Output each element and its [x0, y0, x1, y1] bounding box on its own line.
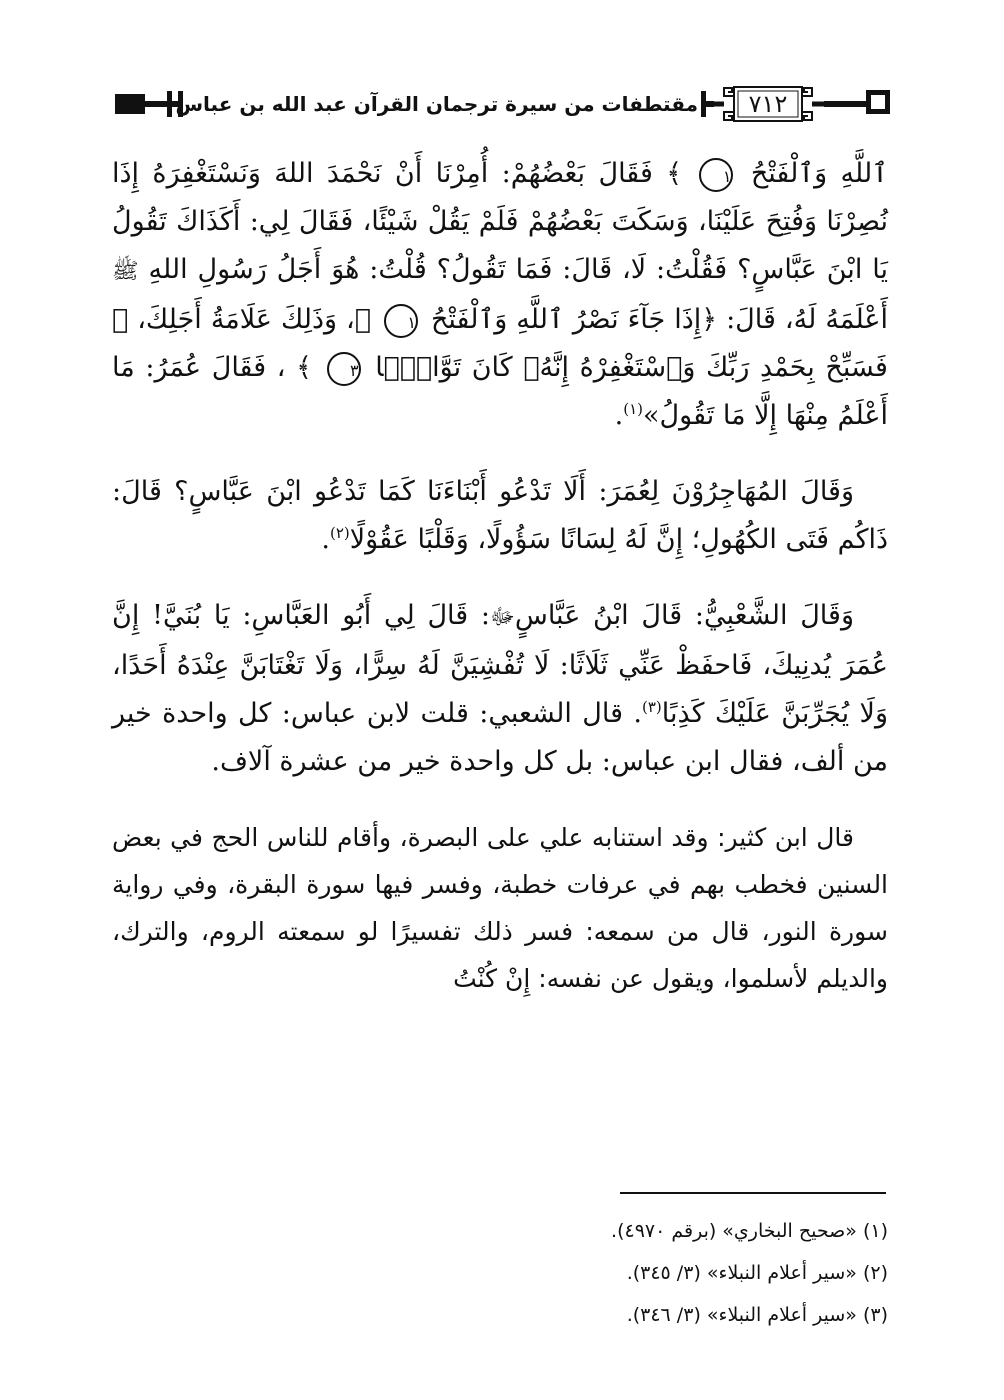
text-line: كَانَ تَوَّابًۢا: [375, 352, 513, 383]
text-line: أَعْلَمَهُ لَهُ، قَالَ: ﴿إِذَا جَآءَ نَصْرُ ٱللَّهِ وَٱلْفَتْحُ: [430, 304, 888, 335]
text-line: قال ابن كثير: وقد استنابه علي على البصرة، وأقام للناس الحج: [211, 823, 854, 852]
page-number-frame: [712, 84, 824, 124]
text-line: في بعض السنين فخطب بهم في عرفات خطبة، وفسر فيها سورة: [112, 823, 889, 899]
running-header: [115, 84, 890, 128]
verse-end-mark: ١: [384, 304, 418, 338]
text-line: إِذَا نُصِرْنَا وَفُتِحَ عَلَيْنَا، وَسَكَتَ بَعْضُهُمْ فَلَمْ يَقُلْ شَيْئًا، فَقَالَ لِي:: [112, 158, 888, 237]
footnote-ref[interactable]: (٢): [330, 524, 350, 542]
footnote-2: [112, 1252, 888, 1294]
footnote-text: «سير أعلام النبلاء» (٣/ ٣٤٦).: [626, 1304, 857, 1326]
footnote-ref[interactable]: (٣): [641, 698, 662, 716]
footnote-3: [112, 1294, 888, 1336]
main-text: [112, 150, 888, 1030]
header-left-ornament: [115, 94, 145, 114]
footnote-text: «صحيح البخاري» (برقم ٤٩٧٠).: [611, 1220, 857, 1242]
verse-end-mark: ١: [699, 158, 733, 192]
text-line: وَقَالَ الشَّعْبِيُّ: قَالَ ابْنُ عَبَّاسٍ: [514, 600, 854, 631]
paragraph-3: [112, 592, 888, 786]
text-line: ﴾ فَقَالَ بَعْضُهُمْ: أُمِرْنَا أَنْ نَحْمَدَ اللهَ وَنَسْتَغْفِرَهُ: [152, 158, 683, 189]
footnote-1: [112, 1210, 888, 1252]
sentence-end: .: [321, 524, 330, 555]
text-line: أَكَذَاكَ تَقُولُ يَا ابْنَ عَبَّاسٍ؟ فَقُلْتُ: لَا، قَالَ: فَمَا تَقُولُ؟ قُلْتُ: هُوَ: [112, 206, 888, 285]
footnote-number: (٣): [862, 1304, 888, 1326]
sentence-end: .: [614, 400, 624, 431]
honorific-symbol: ﷺ: [112, 259, 139, 284]
text-line: ٱللَّهِ وَٱلْفَتْحُ: [750, 158, 888, 189]
paragraph-1: [112, 150, 888, 440]
text-line: : قَالَ لِي أَبُو العَبَّاسِ: يَا بُنَيَّ!: [152, 600, 491, 631]
text-line: عباس: كل واحدة خير من ألف، فقال ابن عباس: بل كل واحدة: [112, 698, 888, 777]
text-line: ﴾ ، فَقَالَ عُمَرُ: مَا أَعْلَمُ مِنْهَا إِلَّا مَا تَقُولُ»: [112, 352, 888, 431]
header-title: مقتطفات من سيرة ترجمان القرآن عبد الله بن عباس: [175, 92, 698, 116]
header-right-ornament: [866, 90, 890, 114]
verse-end-mark: ٣: [327, 352, 361, 386]
honorific-symbol: ﷻ: [490, 605, 515, 630]
footnote-number: (١): [862, 1220, 888, 1242]
footnotes: [112, 1210, 888, 1336]
text-line: ﴾، وَذَلِكَ عَلَامَةُ أَجَلِكَ، ﴿ فَسَبِّحْ بِحَمْدِ رَبِّكَ وَٱسْتَغْفِرْهُ إِنَّهُۥ: [112, 304, 888, 383]
footnote-number: (٢): [862, 1262, 888, 1284]
text-line: سمعته الروم، والترك، والديلم لأسلموا، ويقول عن نفسه: إِنْ كُنْتُ: [112, 917, 888, 993]
page-number: ٧١٢: [748, 90, 788, 118]
header-rule: [824, 101, 866, 107]
text-line: أَجَلُ رَسُولِ اللهِ: [148, 254, 322, 285]
text-line: البقرة، وفي رواية سورة النور، قال من سمعه: فسر ذلك تفسيرًا لو: [112, 870, 888, 946]
text-line: خير من عشرة آلاف.: [211, 746, 441, 777]
footnote-separator: [620, 1192, 886, 1194]
text-line: قَالَ: ذَاكُم فَتَى الكُهُولِ؛ إِنَّ لَهُ لِسَانًا سَؤُولًا، وَقَلْبًا عَقُوْلًا: [112, 476, 888, 555]
header-rule: [145, 101, 167, 107]
paragraph-2: [112, 468, 888, 564]
paragraph-4: [112, 814, 888, 1002]
text-line: عِنْدَهُ أَحَدًا، وَلَا يُجَرِّبَنَّ عَلَيْكَ كَذِبًا: [112, 650, 888, 729]
text-line: إِنَّ عُمَرَ يُدنِيكَ، فَاحفَظْ عَنِّي ثَلَاثًا: لَا تُفْشِيَنَّ لَهُ سِرًّا، وَلَا تَغْتَابَنَّ: [112, 600, 888, 681]
footnote-text: «سير أعلام النبلاء» (٣/ ٣٤٥).: [626, 1262, 857, 1284]
footnote-ref[interactable]: (١): [623, 400, 644, 418]
text-line: وَقَالَ المُهَاجِرُوْنَ لِعُمَرَ: أَلَا تَدْعُو أَبْنَاءَنَا كَمَا تَدْعُو ابْنَ عَبَّاسٍ؟: [174, 476, 854, 507]
text-line: . قال الشعبي: قلت لابن: [366, 698, 642, 729]
